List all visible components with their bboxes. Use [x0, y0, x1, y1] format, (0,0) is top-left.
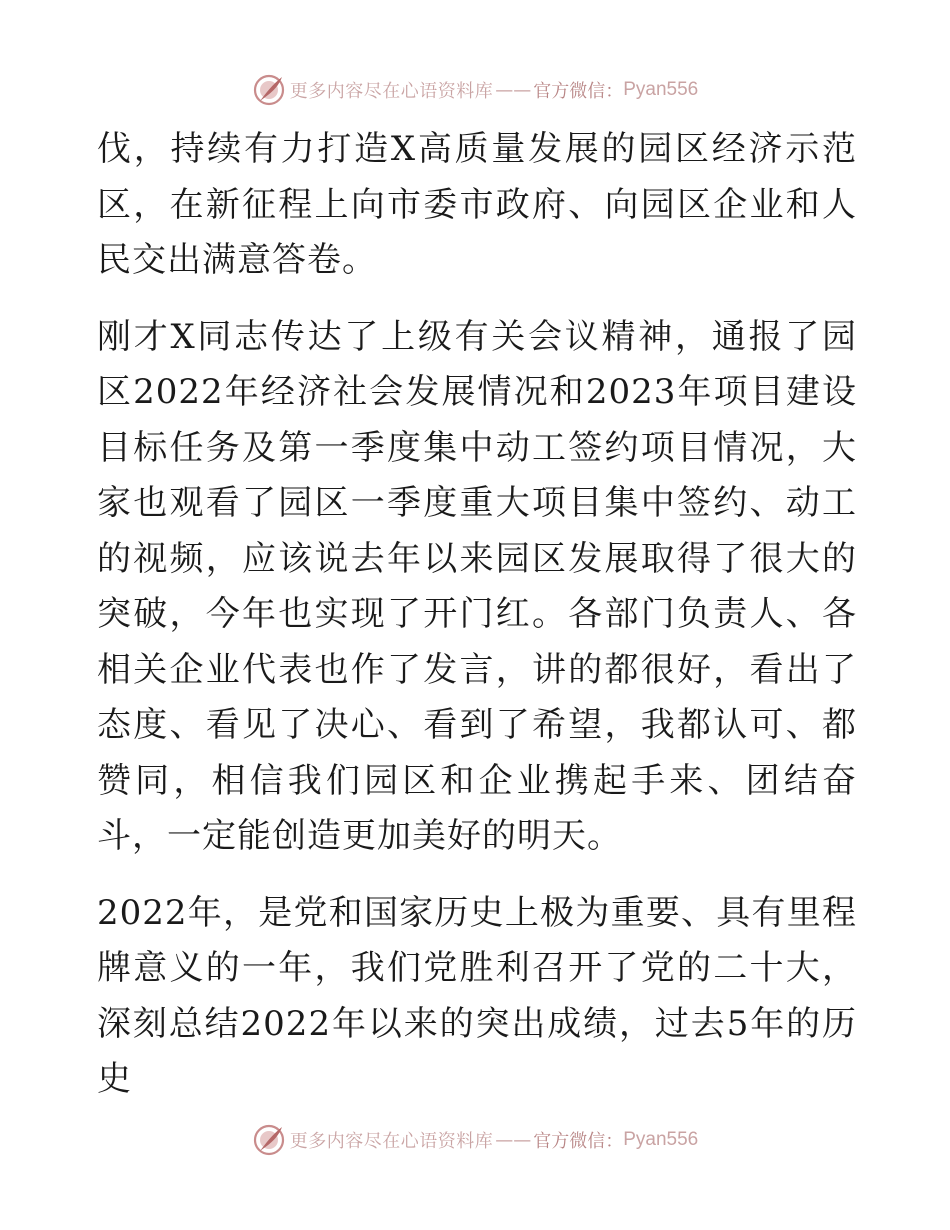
brand-text: 更多内容尽在心语资料库 [289, 1131, 494, 1152]
header-watermark-banner [0, 70, 950, 110]
brand-text: 更多内容尽在心语资料库 [289, 81, 494, 102]
wechat-id: Pyan556 [623, 1129, 699, 1150]
quill-seal-icon [252, 1123, 286, 1157]
footer-watermark-banner [0, 1120, 950, 1160]
banner-dash: —— [495, 1129, 532, 1151]
paragraph-3: 2022年，是党和国家历史上极为重要、具有里程牌意义的一年，我们党胜利召开了党的二十大，深刻总结2022年以来的突出成绩，过去5年的历史 [97, 892, 857, 1099]
quill-seal-icon [252, 73, 286, 107]
paragraph-2: 刚才X同志传达了上级有关会议精神，通报了园区2022年经济社会发展情况和2023年项目建设目标任务及第一季度集中动工签约项目情况，大家也观看了园区一季度重大项目集中签约、动工的视频，应该说去年以来园区发展取得了很大的突破，今年也实现了开门红。各部门负责人、各相关企业代表也作了发言，讲的都很好，看出了态度、看见了决心、看到了希望，我都认可、都赞同，相信我们园区和企业携起手来、团结奋斗，一定能创造更加美好的明天。 [97, 316, 857, 856]
banner-dash: —— [495, 79, 532, 101]
paragraph-1: 伐，持续有力打造X高质量发展的园区经济示范区，在新征程上向市委市政府、向园区企业和人民交出满意答卷。 [97, 129, 857, 280]
wechat-label: 官方微信： [533, 1131, 624, 1152]
wechat-label: 官方微信： [533, 81, 624, 102]
wechat-id: Pyan556 [623, 79, 699, 100]
document-body [97, 122, 857, 1108]
